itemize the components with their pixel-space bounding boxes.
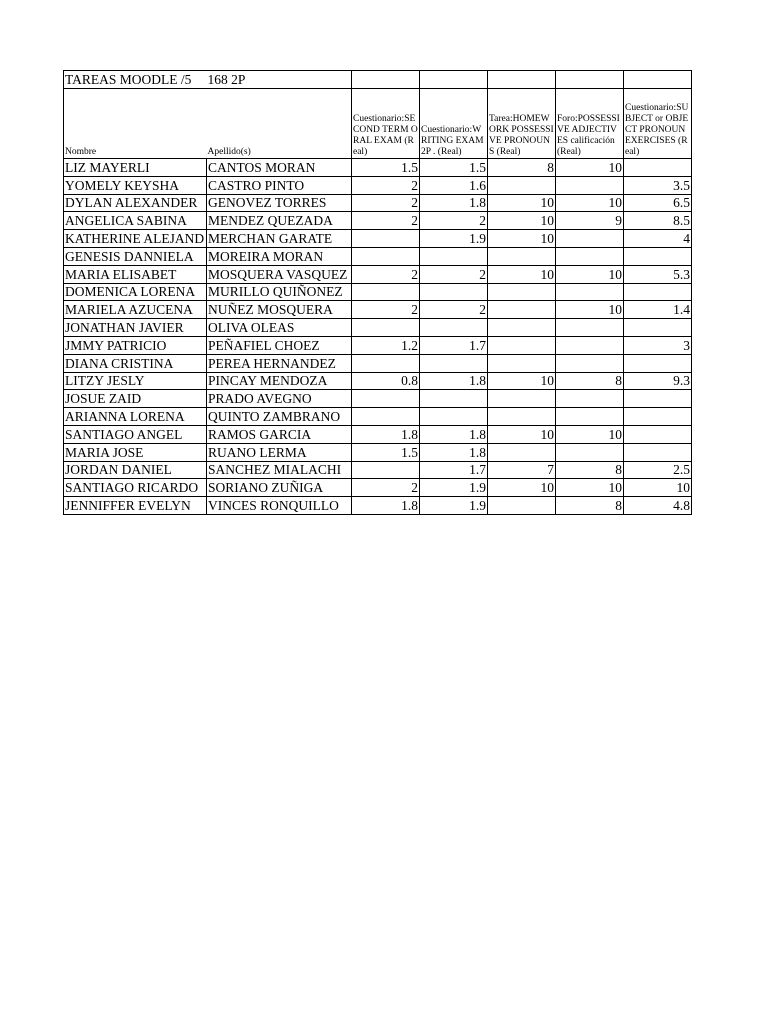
cell-writing-exam: 1.8 [420, 194, 488, 212]
cell-pronoun-exercises [624, 319, 692, 337]
cell-writing-exam: 1.9 [420, 497, 488, 515]
cell-homework: 8 [488, 159, 556, 177]
cell-nombre: YOMELY KEYSHA [64, 176, 207, 194]
cell-forum: 10 [556, 479, 624, 497]
title-empty-cell [556, 71, 624, 89]
table-row [64, 408, 692, 426]
cell-apellidos: RAMOS GARCIA [207, 425, 352, 443]
cell-writing-exam [420, 319, 488, 337]
table-row [64, 194, 692, 212]
cell-writing-exam: 1.5 [420, 159, 488, 177]
cell-homework [488, 408, 556, 426]
cell-oral-exam: 1.5 [352, 443, 420, 461]
cell-oral-exam [352, 461, 420, 479]
cell-writing-exam [420, 283, 488, 301]
table-row [64, 283, 692, 301]
cell-homework: 10 [488, 425, 556, 443]
table-row [64, 461, 692, 479]
cell-apellidos: PINCAY MENDOZA [207, 372, 352, 390]
cell-forum [556, 247, 624, 265]
cell-pronoun-exercises: 9.3 [624, 372, 692, 390]
cell-nombre: JOSUE ZAID [64, 390, 207, 408]
cell-homework [488, 497, 556, 515]
cell-forum: 10 [556, 425, 624, 443]
cell-oral-exam [352, 230, 420, 248]
cell-homework [488, 247, 556, 265]
cell-writing-exam: 2 [420, 212, 488, 230]
cell-nombre: MARIA ELISABET [64, 265, 207, 283]
cell-pronoun-exercises [624, 408, 692, 426]
cell-forum [556, 319, 624, 337]
cell-pronoun-exercises [624, 283, 692, 301]
cell-apellidos: PEÑAFIEL CHOEZ [207, 336, 352, 354]
cell-pronoun-exercises: 2.5 [624, 461, 692, 479]
cell-forum: 10 [556, 194, 624, 212]
cell-nombre: MARIELA AZUCENA [64, 301, 207, 319]
cell-oral-exam: 2 [352, 212, 420, 230]
cell-homework: 10 [488, 479, 556, 497]
cell-oral-exam: 2 [352, 265, 420, 283]
cell-pronoun-exercises [624, 354, 692, 372]
cell-oral-exam: 1.5 [352, 159, 420, 177]
cell-oral-exam [352, 354, 420, 372]
cell-oral-exam: 1.8 [352, 497, 420, 515]
cell-homework: 10 [488, 212, 556, 230]
cell-oral-exam: 1.8 [352, 425, 420, 443]
cell-forum [556, 408, 624, 426]
cell-oral-exam [352, 408, 420, 426]
cell-writing-exam [420, 390, 488, 408]
cell-homework: 10 [488, 194, 556, 212]
table-row [64, 230, 692, 248]
cell-forum [556, 354, 624, 372]
cell-nombre: JONATHAN JAVIER [64, 319, 207, 337]
cell-forum [556, 283, 624, 301]
cell-apellidos: RUANO LERMA [207, 443, 352, 461]
header-homework: Tarea:HOMEWORK POSSESSIVE PRONOUNS (Real) [488, 89, 556, 159]
cell-pronoun-exercises: 8.5 [624, 212, 692, 230]
cell-homework: 10 [488, 230, 556, 248]
cell-forum [556, 230, 624, 248]
cell-apellidos: PEREA HERNANDEZ [207, 354, 352, 372]
table-row [64, 159, 692, 177]
cell-pronoun-exercises: 1.4 [624, 301, 692, 319]
table-row [64, 372, 692, 390]
cell-nombre: DIANA CRISTINA [64, 354, 207, 372]
header-apellidos: Apellido(s) [207, 89, 352, 159]
cell-oral-exam: 2 [352, 176, 420, 194]
cell-forum: 9 [556, 212, 624, 230]
cell-forum [556, 336, 624, 354]
cell-pronoun-exercises: 10 [624, 479, 692, 497]
cell-pronoun-exercises: 6.5 [624, 194, 692, 212]
cell-pronoun-exercises: 3 [624, 336, 692, 354]
cell-writing-exam: 1.9 [420, 479, 488, 497]
title-empty-cell [488, 71, 556, 89]
cell-forum [556, 176, 624, 194]
table-row [64, 479, 692, 497]
cell-homework [488, 336, 556, 354]
cell-apellidos: CANTOS MORAN [207, 159, 352, 177]
cell-writing-exam: 2 [420, 265, 488, 283]
cell-forum [556, 390, 624, 408]
cell-homework [488, 301, 556, 319]
cell-apellidos: MURILLO QUIÑONEZ [207, 283, 352, 301]
table-row [64, 212, 692, 230]
cell-nombre: LITZY JESLY [64, 372, 207, 390]
cell-nombre: KATHERINE ALEJAND [64, 230, 207, 248]
cell-writing-exam: 1.8 [420, 425, 488, 443]
cell-apellidos: VINCES RONQUILLO [207, 497, 352, 515]
cell-oral-exam: 1.2 [352, 336, 420, 354]
cell-writing-exam: 2 [420, 301, 488, 319]
cell-oral-exam: 2 [352, 301, 420, 319]
cell-nombre: LIZ MAYERLI [64, 159, 207, 177]
title-row [64, 71, 692, 89]
table-row [64, 390, 692, 408]
cell-apellidos: PRADO AVEGNO [207, 390, 352, 408]
cell-writing-exam [420, 247, 488, 265]
cell-pronoun-exercises [624, 159, 692, 177]
table-row [64, 319, 692, 337]
cell-forum: 10 [556, 265, 624, 283]
cell-apellidos: QUINTO ZAMBRANO [207, 408, 352, 426]
cell-homework [488, 319, 556, 337]
cell-homework [488, 390, 556, 408]
cell-nombre: ANGELICA SABINA [64, 212, 207, 230]
cell-nombre: JMMY PATRICIO [64, 336, 207, 354]
cell-nombre: SANTIAGO ANGEL [64, 425, 207, 443]
cell-nombre: JORDAN DANIEL [64, 461, 207, 479]
cell-writing-exam: 1.7 [420, 461, 488, 479]
cell-forum: 8 [556, 497, 624, 515]
title-empty-cell [420, 71, 488, 89]
cell-pronoun-exercises: 3.5 [624, 176, 692, 194]
cell-writing-exam: 1.8 [420, 372, 488, 390]
table-row [64, 247, 692, 265]
cell-writing-exam: 1.7 [420, 336, 488, 354]
cell-apellidos: MOREIRA MORAN [207, 247, 352, 265]
cell-oral-exam: 0.8 [352, 372, 420, 390]
cell-pronoun-exercises [624, 443, 692, 461]
cell-oral-exam: 2 [352, 194, 420, 212]
table-row [64, 176, 692, 194]
cell-apellidos: SORIANO ZUÑIGA [207, 479, 352, 497]
table-row [64, 301, 692, 319]
cell-pronoun-exercises: 4 [624, 230, 692, 248]
cell-writing-exam: 1.9 [420, 230, 488, 248]
header-writing-exam: Cuestionario:WRITING EXAM 2P . (Real) [420, 89, 488, 159]
cell-apellidos: OLIVA OLEAS [207, 319, 352, 337]
cell-homework: 10 [488, 265, 556, 283]
cell-pronoun-exercises: 5.3 [624, 265, 692, 283]
cell-forum [556, 443, 624, 461]
table-row [64, 354, 692, 372]
cell-nombre: JENNIFFER EVELYN [64, 497, 207, 515]
cell-nombre: DYLAN ALEXANDER [64, 194, 207, 212]
cell-forum: 8 [556, 461, 624, 479]
cell-oral-exam [352, 390, 420, 408]
cell-homework: 10 [488, 372, 556, 390]
cell-homework [488, 283, 556, 301]
cell-apellidos: MENDEZ QUEZADA [207, 212, 352, 230]
cell-writing-exam [420, 408, 488, 426]
cell-pronoun-exercises [624, 390, 692, 408]
title-empty-cell [352, 71, 420, 89]
cell-nombre: MARIA JOSE [64, 443, 207, 461]
cell-writing-exam: 1.6 [420, 176, 488, 194]
cell-nombre: SANTIAGO RICARDO [64, 479, 207, 497]
cell-apellidos: CASTRO PINTO [207, 176, 352, 194]
cell-apellidos: SANCHEZ MIALACHI [207, 461, 352, 479]
cell-forum: 10 [556, 301, 624, 319]
cell-writing-exam [420, 354, 488, 372]
cell-oral-exam [352, 247, 420, 265]
cell-nombre: DOMENICA LORENA [64, 283, 207, 301]
cell-nombre: ARIANNA LORENA [64, 408, 207, 426]
header-forum: Foro:POSSESSIVE ADJECTIVES calificación (Real) [556, 89, 624, 159]
grades-table [63, 70, 692, 515]
cell-oral-exam: 2 [352, 479, 420, 497]
cell-forum: 8 [556, 372, 624, 390]
table-row [64, 443, 692, 461]
header-oral-exam: Cuestionario:SECOND TERM ORAL EXAM (Real) [352, 89, 420, 159]
table-row [64, 336, 692, 354]
cell-pronoun-exercises: 4.8 [624, 497, 692, 515]
cell-pronoun-exercises [624, 425, 692, 443]
cell-apellidos: GENOVEZ TORRES [207, 194, 352, 212]
cell-oral-exam [352, 283, 420, 301]
table-row [64, 497, 692, 515]
cell-homework: 7 [488, 461, 556, 479]
cell-homework [488, 176, 556, 194]
table-row [64, 425, 692, 443]
header-pronoun-exercises: Cuestionario:SUBJECT or OBJECT PRONOUN EXERCISES (Real) [624, 89, 692, 159]
header-row [64, 89, 692, 159]
cell-apellidos: MOSQUERA VASQUEZ [207, 265, 352, 283]
cell-forum: 10 [556, 159, 624, 177]
cell-homework [488, 354, 556, 372]
cell-apellidos: NUÑEZ MOSQUERA [207, 301, 352, 319]
cell-homework [488, 443, 556, 461]
title-left: TAREAS MOODLE /5 [64, 71, 207, 89]
cell-nombre: GENESIS DANNIELA [64, 247, 207, 265]
title-empty-cell [624, 71, 692, 89]
cell-pronoun-exercises [624, 247, 692, 265]
cell-apellidos: MERCHAN GARATE [207, 230, 352, 248]
header-nombre: Nombre [64, 89, 207, 159]
title-right: 168 2P [207, 71, 352, 89]
table-row [64, 265, 692, 283]
cell-oral-exam [352, 319, 420, 337]
cell-writing-exam: 1.8 [420, 443, 488, 461]
